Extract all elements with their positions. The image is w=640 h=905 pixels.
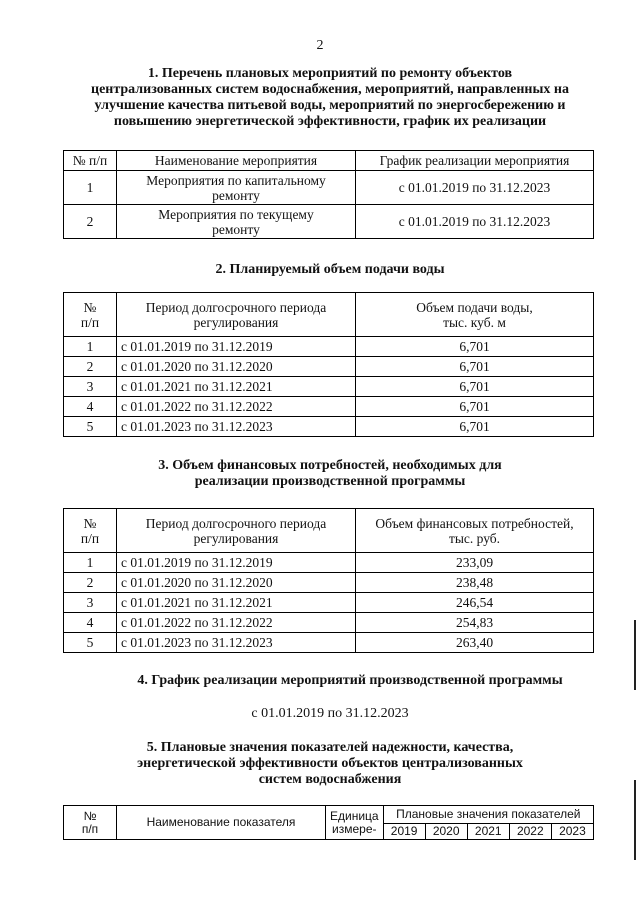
activity-name-line: Мероприятия по капитальному <box>146 172 326 188</box>
header-line: тыс. руб. <box>448 530 501 546</box>
table-row <box>64 613 594 633</box>
row-schedule: с 01.01.2019 по 31.12.2023 <box>356 205 594 239</box>
header-line: регулирования <box>193 314 279 330</box>
table-row <box>64 573 594 593</box>
table-row <box>64 633 594 653</box>
header-line: Период долгосрочного периода <box>145 299 327 315</box>
header-line: тыс. куб. м <box>443 314 506 330</box>
row-num: 2 <box>64 573 117 593</box>
row-num: 5 <box>64 633 117 653</box>
water-supply-table <box>63 292 594 437</box>
header-num <box>64 293 117 337</box>
header-period <box>117 509 356 553</box>
activity-name-line: ремонту <box>212 221 260 237</box>
indicators-table <box>63 805 594 840</box>
section1-title-line: 1. Перечень плановых мероприятий по ремонту объектов <box>147 66 513 81</box>
header-planned-values: Плановые значения показателей <box>383 806 593 824</box>
row-period: с 01.01.2023 по 31.12.2023 <box>117 633 356 653</box>
header-line: п/п <box>80 314 100 330</box>
header-line: п/п <box>81 821 99 836</box>
row-num: 1 <box>64 337 117 357</box>
activity-name-line: ремонту <box>212 187 260 203</box>
row-amount: 254,83 <box>356 613 594 633</box>
header-volume <box>356 293 594 337</box>
header-num: № п/п <box>64 151 117 171</box>
header-activity-name: Наименование мероприятия <box>117 151 356 171</box>
header-period <box>117 293 356 337</box>
row-volume: 6,701 <box>356 397 594 417</box>
table-row <box>64 417 594 437</box>
header-financial-needs <box>356 509 594 553</box>
financial-needs-table <box>63 508 594 653</box>
row-volume: 6,701 <box>356 377 594 397</box>
row-num: 2 <box>64 205 117 239</box>
section2-title: 2. Планируемый объем подачи воды <box>215 262 445 277</box>
section5-title-line: 5. Плановые значения показателей надежности, качества, <box>146 740 514 755</box>
header-year: 2023 <box>551 824 593 840</box>
scan-edge-mark <box>634 620 636 690</box>
header-line: измере- <box>332 821 377 836</box>
row-period: с 01.01.2023 по 31.12.2023 <box>117 417 356 437</box>
header-line: Период долгосрочного периода <box>145 515 327 531</box>
section1-title <box>60 66 600 130</box>
activity-name-line: Мероприятия по текущему <box>158 206 314 222</box>
section1-title-line: улучшение качества питьевой воды, мероприятий по энергосбережению и <box>94 98 566 113</box>
row-num: 3 <box>64 593 117 613</box>
section5-title-line: систем водоснабжения <box>258 772 402 787</box>
row-num: 1 <box>64 171 117 205</box>
table-row <box>64 337 594 357</box>
row-period: с 01.01.2019 по 31.12.2019 <box>117 553 356 573</box>
row-num: 1 <box>64 553 117 573</box>
row-period: с 01.01.2022 по 31.12.2022 <box>117 397 356 417</box>
header-line: регулирования <box>193 530 279 546</box>
row-volume: 6,701 <box>356 357 594 377</box>
header-line: п/п <box>80 530 100 546</box>
page-number: 2 <box>316 38 324 53</box>
row-amount: 233,09 <box>356 553 594 573</box>
header-schedule: График реализации мероприятия <box>356 151 594 171</box>
header-line: Объем подачи воды, <box>416 299 533 315</box>
section1-title-line: повышению энергетической эффективности, график их реализации <box>113 114 547 129</box>
row-num: 3 <box>64 377 117 397</box>
section5-title <box>60 740 600 788</box>
activities-table <box>63 150 594 239</box>
table-row <box>64 377 594 397</box>
row-period: с 01.01.2021 по 31.12.2021 <box>117 593 356 613</box>
row-period: с 01.01.2022 по 31.12.2022 <box>117 613 356 633</box>
table-row <box>64 553 594 573</box>
row-activity-name <box>117 205 356 239</box>
header-unit <box>326 806 384 840</box>
row-num: 5 <box>64 417 117 437</box>
header-num <box>64 509 117 553</box>
row-num: 4 <box>64 613 117 633</box>
row-num: 4 <box>64 397 117 417</box>
header-indicator-name: Наименование показателя <box>117 806 326 840</box>
header-num <box>64 806 117 840</box>
scan-edge-mark <box>634 780 636 860</box>
row-amount: 246,54 <box>356 593 594 613</box>
row-period: с 01.01.2020 по 31.12.2020 <box>117 357 356 377</box>
section3-title <box>60 458 600 490</box>
row-volume: 6,701 <box>356 417 594 437</box>
section3-title-line: реализации производственной программы <box>194 474 466 489</box>
section4-period: с 01.01.2019 по 31.12.2023 <box>251 706 409 721</box>
table-row <box>64 171 594 205</box>
table-row <box>64 205 594 239</box>
header-year: 2021 <box>467 824 509 840</box>
header-year: 2019 <box>383 824 425 840</box>
table-row <box>64 357 594 377</box>
row-period: с 01.01.2019 по 31.12.2019 <box>117 337 356 357</box>
header-line: № <box>83 299 97 315</box>
row-amount: 263,40 <box>356 633 594 653</box>
header-year: 2020 <box>425 824 467 840</box>
section1-title-line: централизованных систем водоснабжения, мероприятий, направленных на <box>91 82 569 97</box>
section3-title-line: 3. Объем финансовых потребностей, необходимых для <box>158 458 502 473</box>
row-period: с 01.01.2021 по 31.12.2021 <box>117 377 356 397</box>
header-line: Единица <box>330 808 379 823</box>
header-line: № <box>83 808 97 823</box>
table-row <box>64 397 594 417</box>
header-year: 2022 <box>509 824 551 840</box>
row-period: с 01.01.2020 по 31.12.2020 <box>117 573 356 593</box>
header-line: № <box>83 515 97 531</box>
row-num: 2 <box>64 357 117 377</box>
row-schedule: с 01.01.2019 по 31.12.2023 <box>356 171 594 205</box>
section5-title-line: энергетической эффективности объектов централизованных <box>137 756 523 771</box>
section4-title: 4. График реализации мероприятий производственной программы <box>137 673 563 688</box>
row-volume: 6,701 <box>356 337 594 357</box>
row-amount: 238,48 <box>356 573 594 593</box>
row-activity-name <box>117 171 356 205</box>
header-line: Объем финансовых потребностей, <box>375 515 574 531</box>
table-row <box>64 593 594 613</box>
